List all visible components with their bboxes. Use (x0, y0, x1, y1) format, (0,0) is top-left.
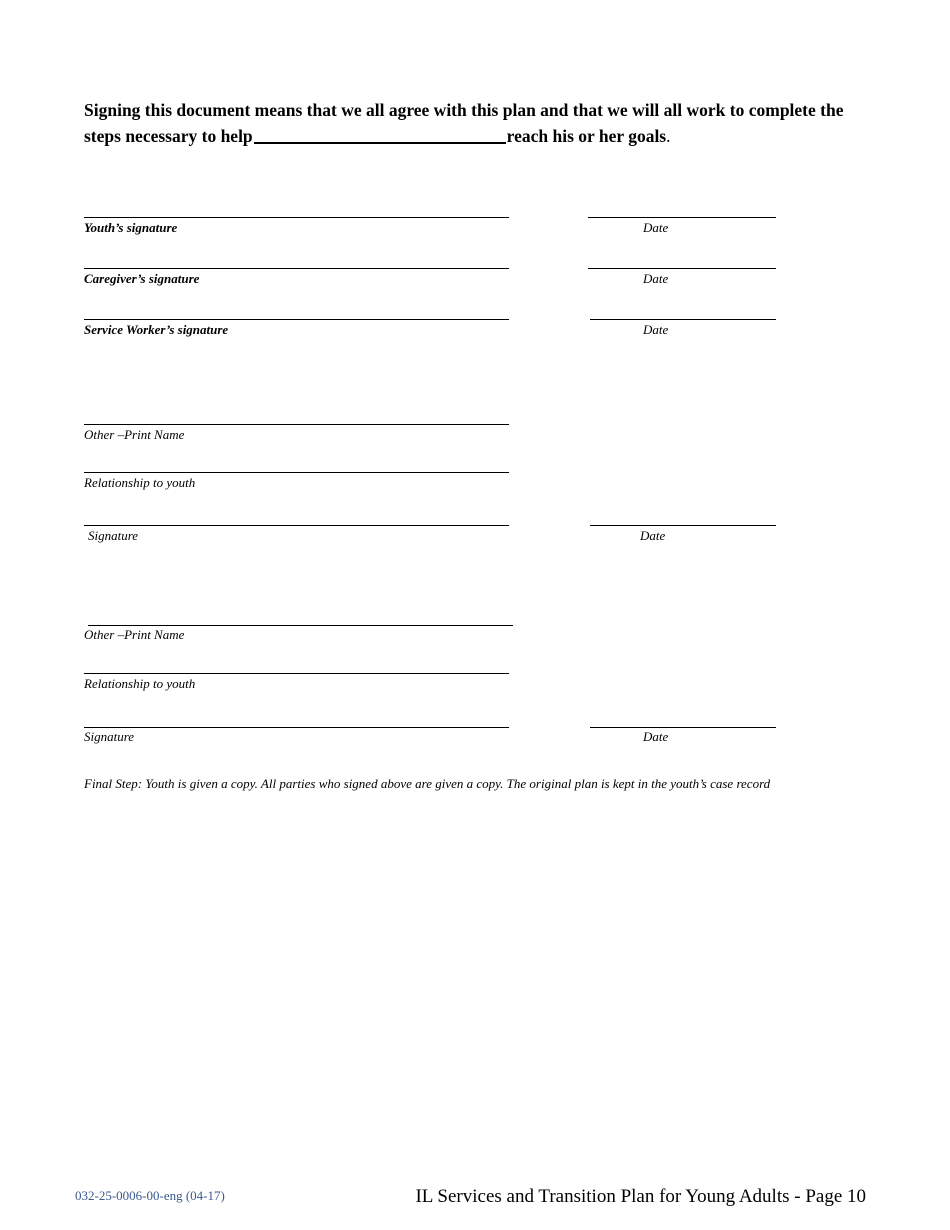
other2-print-name-label: Other –Print Name (84, 627, 185, 642)
other2-signature-label: Signature (84, 729, 135, 744)
form-code: 032-25-0006-00-eng (04-17) (75, 1188, 225, 1203)
intro-statement (84, 97, 884, 149)
other1-date-line (590, 525, 776, 526)
intro-text-part1: Signing this document means that we all agree with this plan and that we will all work to complete the steps necessary to help (84, 100, 844, 146)
caregiver-date-label: Date (643, 271, 669, 286)
other2-date-line (590, 727, 776, 728)
youth-signature-line (84, 217, 509, 218)
other2-signature-line (84, 727, 509, 728)
service-worker-date-label: Date (643, 322, 669, 337)
youth-date-line (588, 217, 776, 218)
youth-signature-label: Youth’s signature (84, 220, 178, 235)
youth-name-blank (254, 141, 506, 144)
page-title-footer: IL Services and Transition Plan for Young Adults - Page 10 (415, 1186, 866, 1207)
other2-relationship-label: Relationship to youth (84, 676, 196, 691)
final-step-note: Final Step: Youth is given a copy. All parties who signed above are given a copy. The original plan is kept in the youth’s case record (84, 776, 771, 791)
other1-print-name-label: Other –Print Name (84, 427, 185, 442)
youth-date-label: Date (643, 220, 669, 235)
intro-text-part2: reach his or her goals (506, 126, 667, 146)
other1-relationship-line (84, 472, 509, 473)
other1-print-name-line (84, 424, 509, 425)
other1-signature-label: Signature (88, 528, 139, 543)
service-worker-date-line (590, 319, 776, 320)
service-worker-signature-label: Service Worker’s signature (84, 322, 229, 337)
other2-relationship-line (84, 673, 509, 674)
other2-print-name-line (88, 625, 513, 626)
other1-relationship-label: Relationship to youth (84, 475, 196, 490)
caregiver-signature-line (84, 268, 509, 269)
intro-text-end: . (666, 126, 671, 146)
other1-date-label: Date (640, 528, 666, 543)
caregiver-signature-label: Caregiver’s signature (84, 271, 200, 286)
caregiver-date-line (588, 268, 776, 269)
service-worker-signature-line (84, 319, 509, 320)
other2-date-label: Date (643, 729, 669, 744)
other1-signature-line (84, 525, 509, 526)
